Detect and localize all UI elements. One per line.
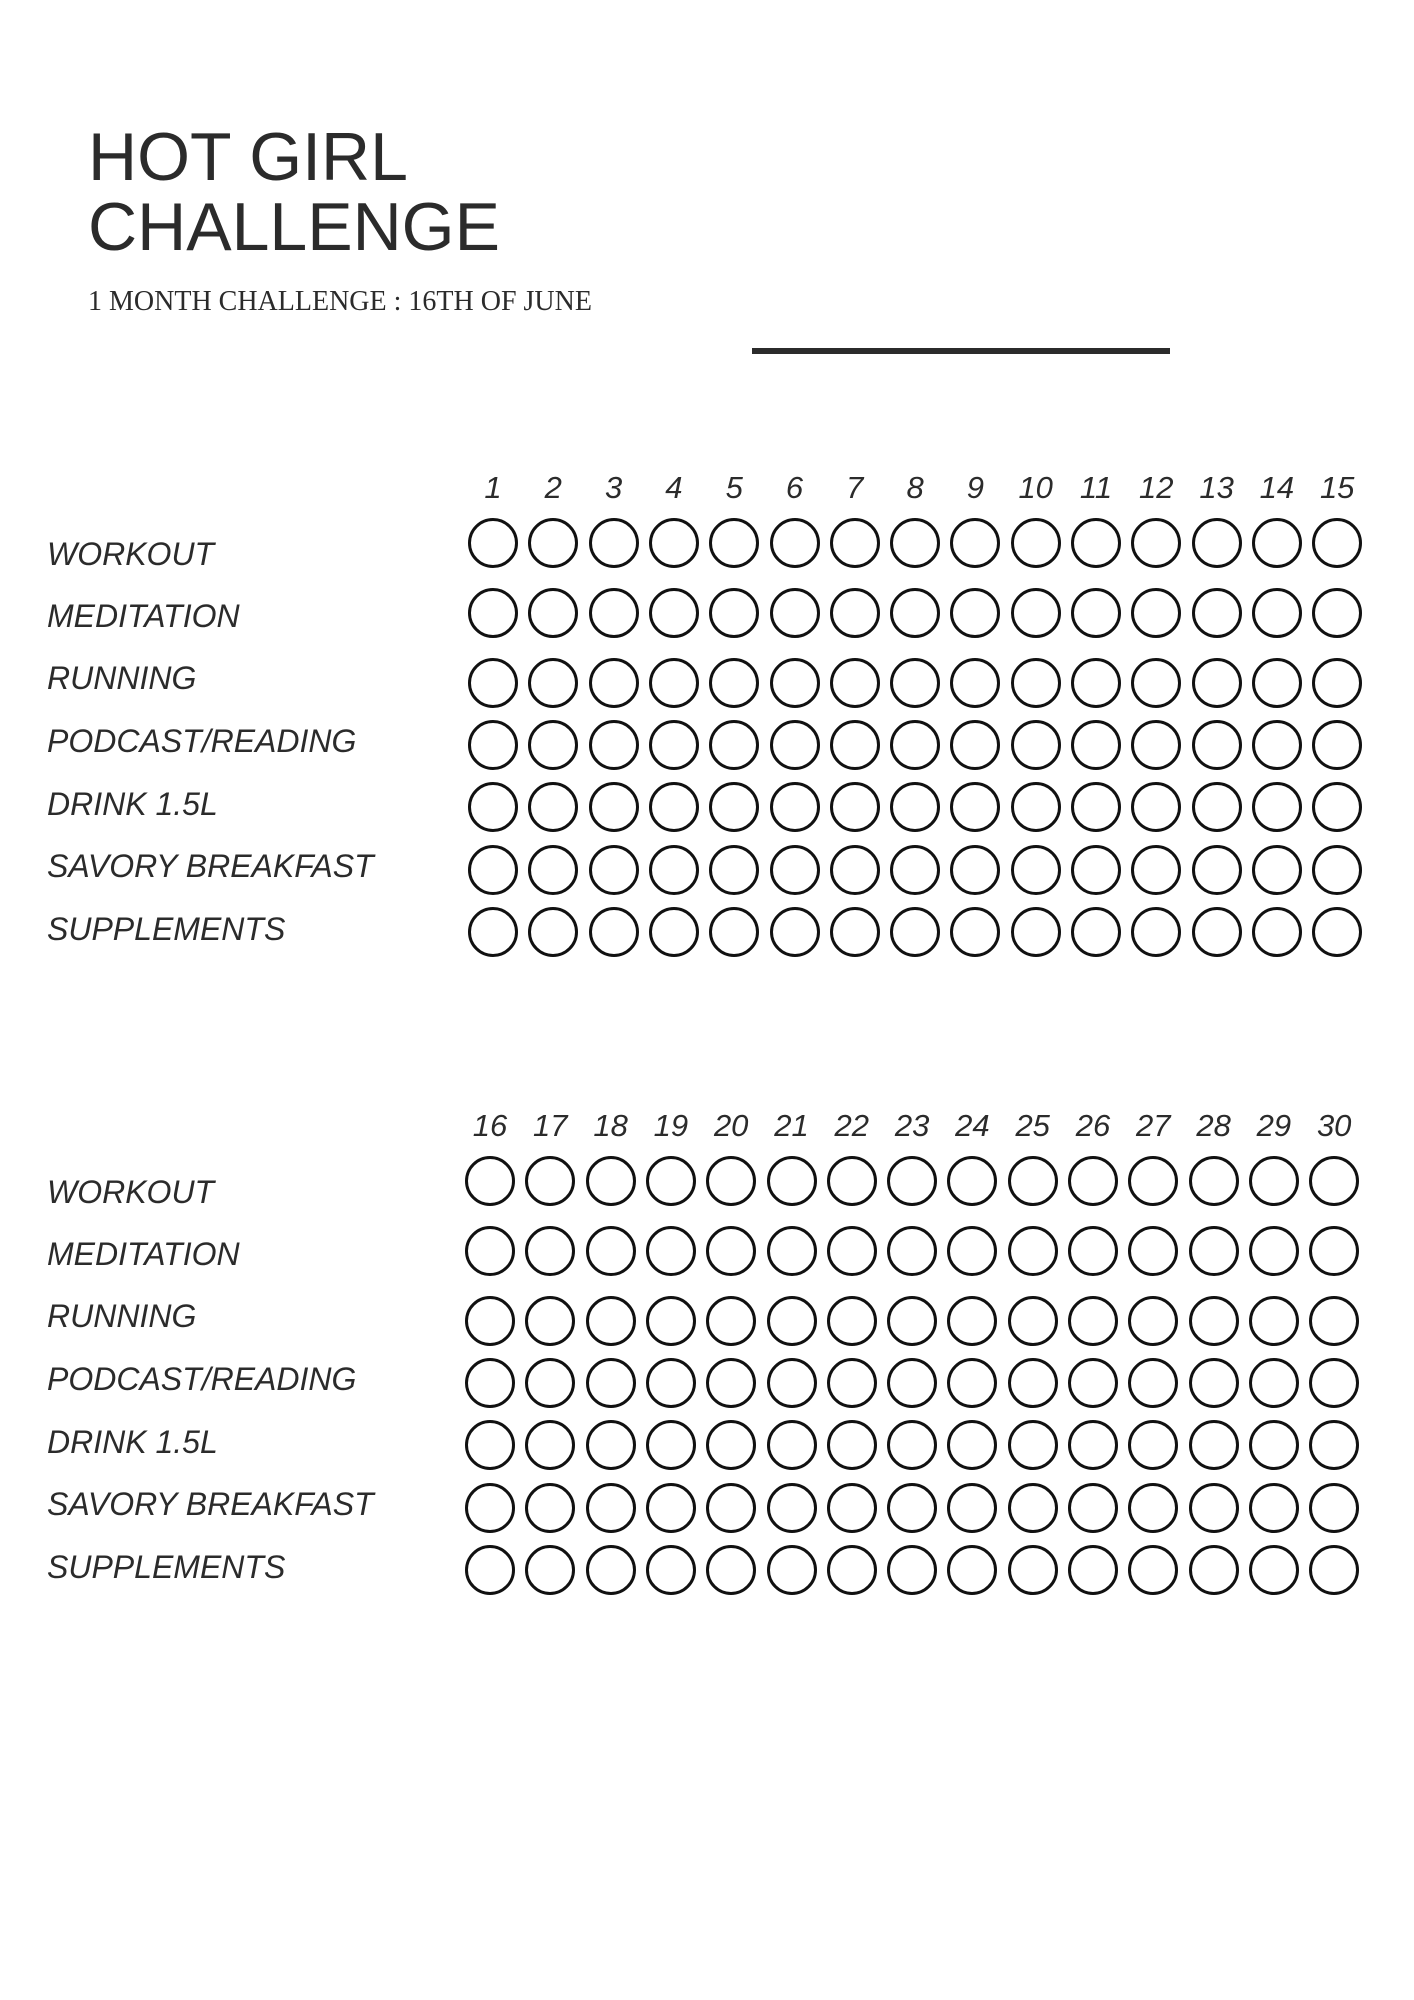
habit-check-circle[interactable] [586, 1156, 636, 1206]
habit-check-circle[interactable] [830, 720, 880, 770]
day-number-label: 15 [1319, 470, 1355, 505]
habit-label: SAVORY BREAKFAST [47, 1486, 374, 1522]
habit-check-circle[interactable] [830, 658, 880, 708]
habit-check-circle[interactable] [1128, 1156, 1178, 1206]
habit-check-circle[interactable] [1128, 1483, 1178, 1533]
habit-check-circle[interactable] [1131, 658, 1181, 708]
habit-check-circle[interactable] [947, 1483, 997, 1533]
habit-check-circle[interactable] [950, 518, 1000, 568]
day-number-label: 17 [533, 1108, 568, 1143]
habit-check-circle[interactable] [830, 588, 880, 638]
habit-check-circle[interactable] [1128, 1358, 1178, 1408]
title-line-2: CHALLENGE [88, 189, 500, 265]
habit-label: RUNNING [47, 1298, 197, 1334]
habit-check-circle[interactable] [1128, 1226, 1178, 1276]
habit-check-circle[interactable] [706, 1156, 756, 1206]
day-number-label: 28 [1196, 1108, 1231, 1143]
habit-check-circle[interactable] [830, 845, 880, 895]
habit-check-circle[interactable] [1309, 1296, 1359, 1346]
habit-check-circle[interactable] [770, 782, 820, 832]
day-number-label: 10 [1018, 470, 1053, 505]
habit-check-circle[interactable] [887, 1483, 937, 1533]
habit-check-circle[interactable] [649, 588, 699, 638]
habit-check-circle[interactable] [1071, 658, 1121, 708]
habit-check-circle[interactable] [1312, 518, 1362, 568]
day-number-label: 11 [1079, 470, 1113, 505]
habit-check-circle[interactable] [1068, 1358, 1118, 1408]
habit-check-circle[interactable] [646, 1483, 696, 1533]
habit-check-circle[interactable] [528, 845, 578, 895]
habit-check-circle[interactable] [586, 1420, 636, 1470]
habit-check-circle[interactable] [950, 588, 1000, 638]
habit-check-circle[interactable] [1008, 1296, 1058, 1346]
habit-check-circle[interactable] [528, 588, 578, 638]
habit-check-circle[interactable] [770, 720, 820, 770]
day-number-label: 23 [894, 1108, 930, 1143]
habit-check-circle[interactable] [950, 907, 1000, 957]
habit-label: MEDITATION [47, 1236, 240, 1272]
habit-check-circle[interactable] [589, 720, 639, 770]
habit-check-circle[interactable] [649, 845, 699, 895]
habit-check-circle[interactable] [770, 518, 820, 568]
habit-check-circle[interactable] [827, 1358, 877, 1408]
habit-check-circle[interactable] [1128, 1296, 1178, 1346]
habit-check-circle[interactable] [1131, 720, 1181, 770]
habit-check-circle[interactable] [1068, 1226, 1118, 1276]
day-number-label: 21 [774, 1108, 809, 1143]
habit-check-circle[interactable] [646, 1545, 696, 1595]
habit-check-circle[interactable] [1068, 1483, 1118, 1533]
habit-label: SUPPLEMENTS [47, 911, 286, 947]
habit-check-circle[interactable] [1008, 1358, 1058, 1408]
habit-check-circle[interactable] [1131, 782, 1181, 832]
habit-check-circle[interactable] [1068, 1156, 1118, 1206]
habit-check-circle[interactable] [468, 907, 518, 957]
habit-check-circle[interactable] [646, 1156, 696, 1206]
habit-check-circle[interactable] [767, 1296, 817, 1346]
habit-check-circle[interactable] [525, 1156, 575, 1206]
habit-check-circle[interactable] [1071, 720, 1121, 770]
habit-check-circle[interactable] [1011, 720, 1061, 770]
habit-check-circle[interactable] [1312, 720, 1362, 770]
habit-check-circle[interactable] [706, 1483, 756, 1533]
day-number-label: 5 [725, 470, 743, 505]
habit-check-circle[interactable] [589, 588, 639, 638]
habit-check-circle[interactable] [1252, 588, 1302, 638]
habit-check-circle[interactable] [709, 518, 759, 568]
habit-check-circle[interactable] [1131, 588, 1181, 638]
habit-check-circle[interactable] [890, 720, 940, 770]
day-number-label: 2 [544, 470, 562, 505]
habit-check-circle[interactable] [947, 1296, 997, 1346]
habit-check-circle[interactable] [1249, 1483, 1299, 1533]
habit-check-circle[interactable] [465, 1358, 515, 1408]
habit-check-circle[interactable] [525, 1358, 575, 1408]
habit-check-circle[interactable] [767, 1545, 817, 1595]
habit-check-circle[interactable] [1252, 720, 1302, 770]
habit-check-circle[interactable] [468, 782, 518, 832]
habit-check-circle[interactable] [709, 720, 759, 770]
habit-check-circle[interactable] [947, 1156, 997, 1206]
habit-check-circle[interactable] [1252, 518, 1302, 568]
habit-label: DRINK 1.5L [47, 786, 218, 822]
habit-check-circle[interactable] [589, 782, 639, 832]
habit-check-circle[interactable] [706, 1358, 756, 1408]
habit-check-circle[interactable] [1011, 782, 1061, 832]
habit-check-circle[interactable] [1309, 1420, 1359, 1470]
habit-label: SUPPLEMENTS [47, 1549, 286, 1585]
habit-check-circle[interactable] [1312, 845, 1362, 895]
habit-check-circle[interactable] [709, 588, 759, 638]
habit-check-circle[interactable] [465, 1483, 515, 1533]
habit-check-circle[interactable] [950, 720, 1000, 770]
habit-check-circle[interactable] [468, 845, 518, 895]
subtitle: 1 MONTH CHALLENGE : 16TH OF JUNE [88, 286, 592, 317]
day-number-label: 8 [906, 470, 924, 505]
habit-check-circle[interactable] [1128, 1545, 1178, 1595]
habit-check-circle[interactable] [525, 1296, 575, 1346]
habit-check-circle[interactable] [1309, 1358, 1359, 1408]
habit-check-circle[interactable] [1011, 518, 1061, 568]
habit-check-circle[interactable] [1131, 518, 1181, 568]
day-number-label: 7 [846, 470, 864, 505]
habit-check-circle[interactable] [528, 782, 578, 832]
habit-label: PODCAST/READING [47, 723, 357, 759]
habit-check-circle[interactable] [887, 1545, 937, 1595]
habit-check-circle[interactable] [1192, 845, 1242, 895]
habit-check-circle[interactable] [1249, 1545, 1299, 1595]
habit-check-circle[interactable] [950, 658, 1000, 708]
habit-check-circle[interactable] [827, 1156, 877, 1206]
habit-check-circle[interactable] [525, 1226, 575, 1276]
habit-check-circle[interactable] [589, 518, 639, 568]
habit-check-circle[interactable] [646, 1226, 696, 1276]
habit-check-circle[interactable] [1189, 1420, 1239, 1470]
habit-check-circle[interactable] [709, 845, 759, 895]
habit-check-circle[interactable] [890, 588, 940, 638]
habit-check-circle[interactable] [1189, 1483, 1239, 1533]
day-number-label: 18 [593, 1108, 628, 1143]
habit-check-circle[interactable] [767, 1483, 817, 1533]
habit-check-circle[interactable] [1008, 1226, 1058, 1276]
habit-check-circle[interactable] [890, 782, 940, 832]
habit-check-circle[interactable] [770, 845, 820, 895]
habit-check-circle[interactable] [947, 1226, 997, 1276]
habit-check-circle[interactable] [1192, 588, 1242, 638]
habit-check-circle[interactable] [1008, 1483, 1058, 1533]
habit-check-circle[interactable] [947, 1358, 997, 1408]
habit-check-circle[interactable] [706, 1545, 756, 1595]
habit-check-circle[interactable] [1249, 1156, 1299, 1206]
habit-check-circle[interactable] [465, 1156, 515, 1206]
habit-check-circle[interactable] [1008, 1545, 1058, 1595]
habit-check-circle[interactable] [1011, 845, 1061, 895]
habit-check-circle[interactable] [1189, 1226, 1239, 1276]
habit-check-circle[interactable] [649, 782, 699, 832]
habit-check-circle[interactable] [890, 907, 940, 957]
habit-check-circle[interactable] [887, 1358, 937, 1408]
habit-check-circle[interactable] [649, 907, 699, 957]
habit-check-circle[interactable] [528, 720, 578, 770]
habit-check-circle[interactable] [887, 1226, 937, 1276]
habit-check-circle[interactable] [1192, 782, 1242, 832]
day-number-label: 30 [1316, 1108, 1352, 1143]
habit-check-circle[interactable] [1189, 1296, 1239, 1346]
habit-check-circle[interactable] [586, 1226, 636, 1276]
habit-check-circle[interactable] [1128, 1420, 1178, 1470]
habit-check-circle[interactable] [1192, 907, 1242, 957]
habit-check-circle[interactable] [1011, 588, 1061, 638]
day-number-label: 25 [1015, 1108, 1050, 1143]
habit-check-circle[interactable] [1068, 1420, 1118, 1470]
signature-line [752, 348, 1170, 354]
habit-check-circle[interactable] [589, 658, 639, 708]
habit-check-circle[interactable] [830, 782, 880, 832]
habit-check-circle[interactable] [1312, 588, 1362, 638]
habit-check-circle[interactable] [1312, 782, 1362, 832]
habit-check-circle[interactable] [1249, 1420, 1299, 1470]
habit-check-circle[interactable] [1011, 658, 1061, 708]
page-title [88, 119, 500, 265]
day-number-label: 20 [713, 1108, 749, 1143]
habit-check-circle[interactable] [890, 658, 940, 708]
habit-check-circle[interactable] [947, 1545, 997, 1595]
habit-check-circle[interactable] [528, 518, 578, 568]
habit-check-circle[interactable] [1189, 1545, 1239, 1595]
habit-check-circle[interactable] [709, 782, 759, 832]
habit-check-circle[interactable] [706, 1296, 756, 1346]
habit-check-circle[interactable] [646, 1296, 696, 1346]
habit-check-circle[interactable] [1192, 658, 1242, 708]
habit-check-circle[interactable] [525, 1483, 575, 1533]
habit-check-circle[interactable] [1189, 1156, 1239, 1206]
habit-check-circle[interactable] [767, 1226, 817, 1276]
habit-check-circle[interactable] [1008, 1420, 1058, 1470]
habit-check-circle[interactable] [1071, 588, 1121, 638]
habit-check-circle[interactable] [465, 1226, 515, 1276]
habit-check-circle[interactable] [770, 658, 820, 708]
day-number-label: 12 [1139, 470, 1174, 505]
habit-check-circle[interactable] [649, 658, 699, 708]
habit-check-circle[interactable] [465, 1545, 515, 1595]
habit-check-circle[interactable] [1068, 1296, 1118, 1346]
habit-check-circle[interactable] [1249, 1296, 1299, 1346]
habit-check-circle[interactable] [770, 588, 820, 638]
habit-check-circle[interactable] [1071, 518, 1121, 568]
habit-check-circle[interactable] [586, 1483, 636, 1533]
day-number-label: 1 [484, 470, 502, 505]
habit-check-circle[interactable] [468, 588, 518, 638]
habit-check-circle[interactable] [890, 845, 940, 895]
day-number-label: 24 [955, 1108, 990, 1143]
habit-check-circle[interactable] [1131, 907, 1181, 957]
habit-check-circle[interactable] [709, 658, 759, 708]
habit-check-circle[interactable] [706, 1226, 756, 1276]
day-number-label: 13 [1199, 470, 1234, 505]
day-number-label: 29 [1256, 1108, 1292, 1143]
day-number-label: 22 [834, 1108, 870, 1143]
habit-label: WORKOUT [47, 1174, 215, 1210]
habit-check-circle[interactable] [1252, 845, 1302, 895]
day-number-label: 14 [1259, 470, 1295, 505]
habit-check-circle[interactable] [525, 1545, 575, 1595]
habit-check-circle[interactable] [770, 907, 820, 957]
habit-check-circle[interactable] [468, 658, 518, 708]
habit-check-circle[interactable] [1189, 1358, 1239, 1408]
habit-check-circle[interactable] [1068, 1545, 1118, 1595]
habit-check-circle[interactable] [649, 518, 699, 568]
habit-check-circle[interactable] [1309, 1156, 1359, 1206]
habit-check-circle[interactable] [830, 907, 880, 957]
habit-check-circle[interactable] [528, 658, 578, 708]
habit-check-circle[interactable] [767, 1156, 817, 1206]
habit-check-circle[interactable] [646, 1420, 696, 1470]
habit-check-circle[interactable] [767, 1420, 817, 1470]
habit-label: WORKOUT [47, 536, 215, 572]
habit-check-circle[interactable] [1252, 782, 1302, 832]
habit-label: SAVORY BREAKFAST [47, 848, 374, 884]
habit-check-circle[interactable] [887, 1420, 937, 1470]
habit-check-circle[interactable] [709, 907, 759, 957]
day-number-label: 6 [785, 470, 804, 505]
habit-check-circle[interactable] [586, 1358, 636, 1408]
day-number-label: 4 [665, 470, 683, 505]
habit-check-circle[interactable] [586, 1545, 636, 1595]
habit-check-circle[interactable] [1249, 1358, 1299, 1408]
habit-label: RUNNING [47, 660, 197, 696]
habit-check-circle[interactable] [1071, 907, 1121, 957]
habit-label: MEDITATION [47, 598, 240, 634]
day-number-label: 16 [472, 1108, 508, 1143]
habit-check-circle[interactable] [1192, 720, 1242, 770]
day-number-label: 3 [604, 470, 623, 505]
habit-check-circle[interactable] [887, 1156, 937, 1206]
habit-check-circle[interactable] [1011, 907, 1061, 957]
habit-check-circle[interactable] [947, 1420, 997, 1470]
habit-check-circle[interactable] [1312, 658, 1362, 708]
habit-check-circle[interactable] [950, 782, 1000, 832]
habit-check-circle[interactable] [827, 1483, 877, 1533]
habit-check-circle[interactable] [887, 1296, 937, 1346]
habit-check-circle[interactable] [827, 1296, 877, 1346]
habit-check-circle[interactable] [465, 1296, 515, 1346]
habit-check-circle[interactable] [1312, 907, 1362, 957]
habit-check-circle[interactable] [528, 907, 578, 957]
habit-check-circle[interactable] [1252, 907, 1302, 957]
habit-check-circle[interactable] [830, 518, 880, 568]
habit-check-circle[interactable] [465, 1420, 515, 1470]
habit-check-circle[interactable] [1071, 782, 1121, 832]
habit-check-circle[interactable] [589, 907, 639, 957]
habit-check-circle[interactable] [649, 720, 699, 770]
habit-check-circle[interactable] [646, 1358, 696, 1408]
habit-check-circle[interactable] [589, 845, 639, 895]
habit-check-circle[interactable] [586, 1296, 636, 1346]
habit-check-circle[interactable] [1192, 518, 1242, 568]
habit-check-circle[interactable] [827, 1420, 877, 1470]
habit-check-circle[interactable] [1309, 1545, 1359, 1595]
habit-check-circle[interactable] [468, 518, 518, 568]
habit-check-circle[interactable] [1309, 1483, 1359, 1533]
day-number-label: 27 [1136, 1108, 1171, 1143]
habit-check-circle[interactable] [525, 1420, 575, 1470]
habit-check-circle[interactable] [706, 1420, 756, 1470]
habit-check-circle[interactable] [827, 1226, 877, 1276]
habit-check-circle[interactable] [1008, 1156, 1058, 1206]
title-line-1: HOT GIRL [88, 119, 408, 195]
habit-check-circle[interactable] [1309, 1226, 1359, 1276]
habit-check-circle[interactable] [1249, 1226, 1299, 1276]
habit-label: PODCAST/READING [47, 1361, 357, 1397]
day-number-label: 26 [1075, 1108, 1111, 1143]
habit-check-circle[interactable] [890, 518, 940, 568]
day-number-label: 9 [966, 470, 985, 505]
habit-check-circle[interactable] [1252, 658, 1302, 708]
habit-label: DRINK 1.5L [47, 1424, 218, 1460]
habit-check-circle[interactable] [468, 720, 518, 770]
day-number-label: 19 [653, 1108, 689, 1143]
habit-check-circle[interactable] [767, 1358, 817, 1408]
habit-check-circle[interactable] [950, 845, 1000, 895]
habit-check-circle[interactable] [827, 1545, 877, 1595]
habit-check-circle[interactable] [1131, 845, 1181, 895]
habit-check-circle[interactable] [1071, 845, 1121, 895]
